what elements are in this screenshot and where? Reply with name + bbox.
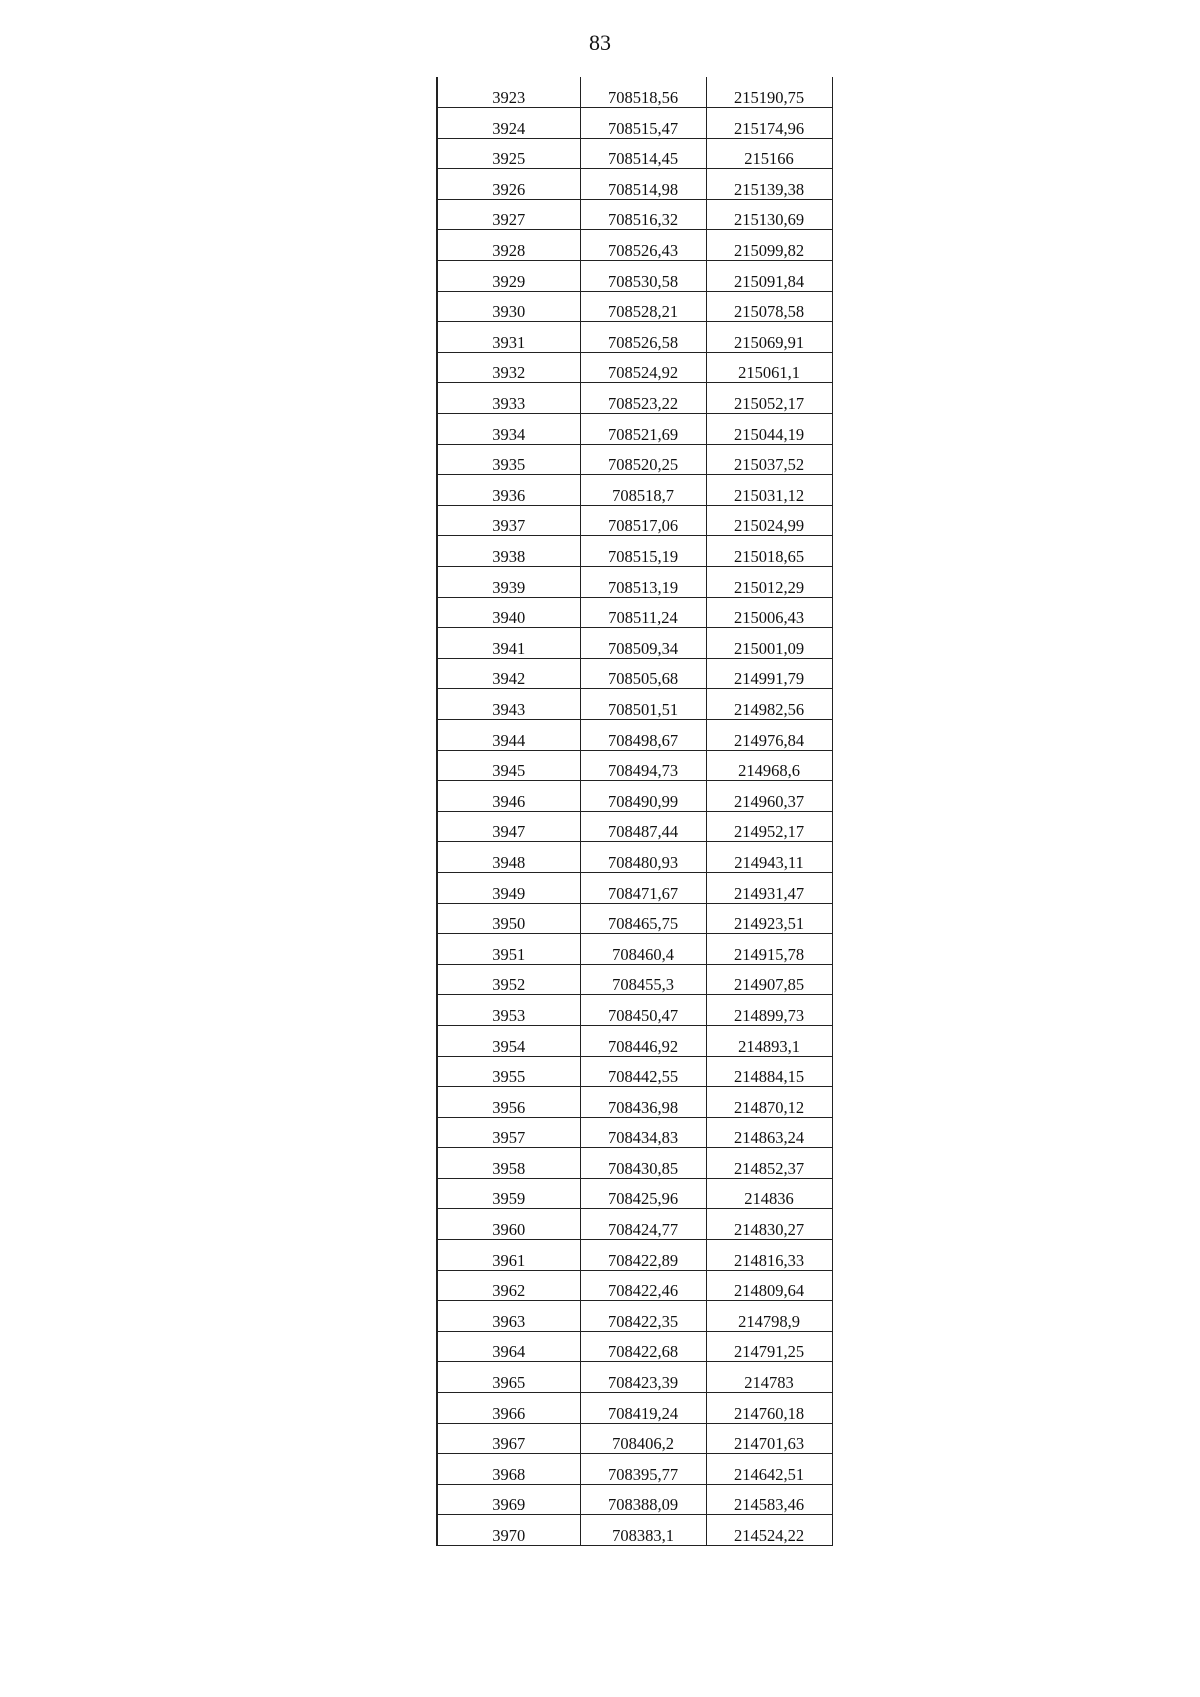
y-coordinate-cell: 214783: [706, 1362, 832, 1393]
point-number-cell: 3936: [437, 475, 580, 506]
x-coordinate-cell: 708422,68: [580, 1331, 706, 1362]
y-coordinate-cell: 215139,38: [706, 169, 832, 200]
x-coordinate-cell: 708520,25: [580, 444, 706, 475]
point-number-cell: 3969: [437, 1484, 580, 1515]
y-coordinate-cell: 215052,17: [706, 383, 832, 414]
table-row: [437, 414, 832, 445]
x-coordinate-cell: 708514,45: [580, 138, 706, 169]
y-coordinate-cell: 215099,82: [706, 230, 832, 261]
table-row: [437, 1087, 832, 1118]
table-row: [437, 1209, 832, 1240]
x-coordinate-cell: 708406,2: [580, 1423, 706, 1454]
point-number-cell: 3943: [437, 689, 580, 720]
y-coordinate-cell: 215061,1: [706, 352, 832, 383]
point-number-cell: 3952: [437, 964, 580, 995]
table-row: [437, 1025, 832, 1056]
table-row: [437, 261, 832, 292]
table-row: [437, 1423, 832, 1454]
y-coordinate-cell: 214960,37: [706, 781, 832, 812]
table-row: [437, 1240, 832, 1271]
x-coordinate-cell: 708514,98: [580, 169, 706, 200]
point-number-cell: 3940: [437, 597, 580, 628]
table-row: [437, 719, 832, 750]
table-row: [437, 903, 832, 934]
y-coordinate-cell: 215018,65: [706, 536, 832, 567]
y-coordinate-cell: 215091,84: [706, 261, 832, 292]
x-coordinate-cell: 708530,58: [580, 261, 706, 292]
x-coordinate-cell: 708383,1: [580, 1515, 706, 1546]
table-row: [437, 1117, 832, 1148]
table-row: [437, 352, 832, 383]
table-row: [437, 689, 832, 720]
y-coordinate-cell: 214863,24: [706, 1117, 832, 1148]
table-row: [437, 1393, 832, 1424]
y-coordinate-cell: 214836: [706, 1178, 832, 1209]
y-coordinate-cell: 215012,29: [706, 567, 832, 598]
x-coordinate-cell: 708515,19: [580, 536, 706, 567]
y-coordinate-cell: 214899,73: [706, 995, 832, 1026]
y-coordinate-cell: 215006,43: [706, 597, 832, 628]
point-number-cell: 3933: [437, 383, 580, 414]
point-number-cell: 3963: [437, 1301, 580, 1332]
point-number-cell: 3931: [437, 322, 580, 353]
x-coordinate-cell: 708494,73: [580, 750, 706, 781]
point-number-cell: 3949: [437, 872, 580, 903]
y-coordinate-cell: 215130,69: [706, 199, 832, 230]
table-row: [437, 475, 832, 506]
point-number-cell: 3968: [437, 1454, 580, 1485]
point-number-cell: 3927: [437, 199, 580, 230]
point-number-cell: 3962: [437, 1270, 580, 1301]
x-coordinate-cell: 708490,99: [580, 781, 706, 812]
y-coordinate-cell: 215024,99: [706, 505, 832, 536]
table-row: [437, 230, 832, 261]
table-row: [437, 628, 832, 659]
x-coordinate-cell: 708450,47: [580, 995, 706, 1026]
x-coordinate-cell: 708423,39: [580, 1362, 706, 1393]
point-number-cell: 3961: [437, 1240, 580, 1271]
y-coordinate-cell: 214701,63: [706, 1423, 832, 1454]
table-row: [437, 1148, 832, 1179]
x-coordinate-cell: 708422,89: [580, 1240, 706, 1271]
x-coordinate-cell: 708425,96: [580, 1178, 706, 1209]
y-coordinate-cell: 214583,46: [706, 1484, 832, 1515]
table-row: [437, 964, 832, 995]
x-coordinate-cell: 708511,24: [580, 597, 706, 628]
table-row: [437, 1178, 832, 1209]
point-number-cell: 3929: [437, 261, 580, 292]
x-coordinate-cell: 708509,34: [580, 628, 706, 659]
table-row: [437, 383, 832, 414]
y-coordinate-cell: 214830,27: [706, 1209, 832, 1240]
table-row: [437, 1484, 832, 1515]
point-number-cell: 3939: [437, 567, 580, 598]
y-coordinate-cell: 215166: [706, 138, 832, 169]
point-number-cell: 3942: [437, 658, 580, 689]
table-row: [437, 1301, 832, 1332]
x-coordinate-cell: 708465,75: [580, 903, 706, 934]
coordinates-table: [436, 77, 833, 1546]
point-number-cell: 3958: [437, 1148, 580, 1179]
point-number-cell: 3924: [437, 108, 580, 139]
point-number-cell: 3947: [437, 811, 580, 842]
table-row: [437, 567, 832, 598]
y-coordinate-cell: 214923,51: [706, 903, 832, 934]
x-coordinate-cell: 708516,32: [580, 199, 706, 230]
y-coordinate-cell: 214907,85: [706, 964, 832, 995]
point-number-cell: 3925: [437, 138, 580, 169]
y-coordinate-cell: 215069,91: [706, 322, 832, 353]
y-coordinate-cell: 214931,47: [706, 872, 832, 903]
point-number-cell: 3957: [437, 1117, 580, 1148]
point-number-cell: 3938: [437, 536, 580, 567]
y-coordinate-cell: 214915,78: [706, 934, 832, 965]
x-coordinate-cell: 708471,67: [580, 872, 706, 903]
table-row: [437, 597, 832, 628]
point-number-cell: 3946: [437, 781, 580, 812]
point-number-cell: 3951: [437, 934, 580, 965]
table-row: [437, 322, 832, 353]
table-row: [437, 1270, 832, 1301]
point-number-cell: 3965: [437, 1362, 580, 1393]
x-coordinate-cell: 708521,69: [580, 414, 706, 445]
y-coordinate-cell: 215190,75: [706, 77, 832, 108]
point-number-cell: 3955: [437, 1056, 580, 1087]
point-number-cell: 3956: [437, 1087, 580, 1118]
point-number-cell: 3932: [437, 352, 580, 383]
x-coordinate-cell: 708434,83: [580, 1117, 706, 1148]
y-coordinate-cell: 214852,37: [706, 1148, 832, 1179]
table-row: [437, 444, 832, 475]
x-coordinate-cell: 708524,92: [580, 352, 706, 383]
x-coordinate-cell: 708436,98: [580, 1087, 706, 1118]
point-number-cell: 3960: [437, 1209, 580, 1240]
table-row: [437, 1056, 832, 1087]
x-coordinate-cell: 708528,21: [580, 291, 706, 322]
table-row: [437, 138, 832, 169]
y-coordinate-cell: 215044,19: [706, 414, 832, 445]
y-coordinate-cell: 214952,17: [706, 811, 832, 842]
point-number-cell: 3948: [437, 842, 580, 873]
y-coordinate-cell: 215037,52: [706, 444, 832, 475]
table-row: [437, 169, 832, 200]
table-row: [437, 1362, 832, 1393]
y-coordinate-cell: 214816,33: [706, 1240, 832, 1271]
point-number-cell: 3937: [437, 505, 580, 536]
x-coordinate-cell: 708518,7: [580, 475, 706, 506]
table-row: [437, 842, 832, 873]
point-number-cell: 3941: [437, 628, 580, 659]
x-coordinate-cell: 708498,67: [580, 719, 706, 750]
point-number-cell: 3954: [437, 1025, 580, 1056]
table-row: [437, 108, 832, 139]
y-coordinate-cell: 214642,51: [706, 1454, 832, 1485]
x-coordinate-cell: 708513,19: [580, 567, 706, 598]
point-number-cell: 3950: [437, 903, 580, 934]
y-coordinate-cell: 215174,96: [706, 108, 832, 139]
table-row: [437, 1515, 832, 1546]
y-coordinate-cell: 214798,9: [706, 1301, 832, 1332]
point-number-cell: 3967: [437, 1423, 580, 1454]
table-row: [437, 934, 832, 965]
x-coordinate-cell: 708395,77: [580, 1454, 706, 1485]
y-coordinate-cell: 214943,11: [706, 842, 832, 873]
y-coordinate-cell: 214809,64: [706, 1270, 832, 1301]
table-row: [437, 750, 832, 781]
y-coordinate-cell: 214968,6: [706, 750, 832, 781]
y-coordinate-cell: 214524,22: [706, 1515, 832, 1546]
table-row: [437, 199, 832, 230]
point-number-cell: 3945: [437, 750, 580, 781]
x-coordinate-cell: 708526,58: [580, 322, 706, 353]
table-row: [437, 1331, 832, 1362]
point-number-cell: 3928: [437, 230, 580, 261]
x-coordinate-cell: 708422,46: [580, 1270, 706, 1301]
x-coordinate-cell: 708446,92: [580, 1025, 706, 1056]
y-coordinate-cell: 214991,79: [706, 658, 832, 689]
y-coordinate-cell: 214976,84: [706, 719, 832, 750]
y-coordinate-cell: 215031,12: [706, 475, 832, 506]
y-coordinate-cell: 214870,12: [706, 1087, 832, 1118]
x-coordinate-cell: 708422,35: [580, 1301, 706, 1332]
x-coordinate-cell: 708388,09: [580, 1484, 706, 1515]
table-row: [437, 536, 832, 567]
table-row: [437, 781, 832, 812]
x-coordinate-cell: 708442,55: [580, 1056, 706, 1087]
point-number-cell: 3944: [437, 719, 580, 750]
point-number-cell: 3926: [437, 169, 580, 200]
x-coordinate-cell: 708430,85: [580, 1148, 706, 1179]
y-coordinate-cell: 214982,56: [706, 689, 832, 720]
y-coordinate-cell: 214884,15: [706, 1056, 832, 1087]
x-coordinate-cell: 708515,47: [580, 108, 706, 139]
table-row: [437, 658, 832, 689]
point-number-cell: 3966: [437, 1393, 580, 1424]
x-coordinate-cell: 708517,06: [580, 505, 706, 536]
y-coordinate-cell: 214893,1: [706, 1025, 832, 1056]
y-coordinate-cell: 215001,09: [706, 628, 832, 659]
x-coordinate-cell: 708460,4: [580, 934, 706, 965]
table-row: [437, 77, 832, 108]
x-coordinate-cell: 708480,93: [580, 842, 706, 873]
point-number-cell: 3930: [437, 291, 580, 322]
table-row: [437, 872, 832, 903]
x-coordinate-cell: 708419,24: [580, 1393, 706, 1424]
x-coordinate-cell: 708518,56: [580, 77, 706, 108]
x-coordinate-cell: 708455,3: [580, 964, 706, 995]
y-coordinate-cell: 214791,25: [706, 1331, 832, 1362]
table-row: [437, 1454, 832, 1485]
table-row: [437, 505, 832, 536]
x-coordinate-cell: 708526,43: [580, 230, 706, 261]
y-coordinate-cell: 215078,58: [706, 291, 832, 322]
point-number-cell: 3934: [437, 414, 580, 445]
point-number-cell: 3923: [437, 77, 580, 108]
point-number-cell: 3970: [437, 1515, 580, 1546]
x-coordinate-cell: 708501,51: [580, 689, 706, 720]
x-coordinate-cell: 708523,22: [580, 383, 706, 414]
coordinates-table-body: [437, 77, 832, 1546]
x-coordinate-cell: 708487,44: [580, 811, 706, 842]
point-number-cell: 3935: [437, 444, 580, 475]
table-row: [437, 811, 832, 842]
x-coordinate-cell: 708505,68: [580, 658, 706, 689]
table-row: [437, 995, 832, 1026]
table-row: [437, 291, 832, 322]
point-number-cell: 3964: [437, 1331, 580, 1362]
page-number: 83: [589, 30, 611, 55]
y-coordinate-cell: 214760,18: [706, 1393, 832, 1424]
x-coordinate-cell: 708424,77: [580, 1209, 706, 1240]
point-number-cell: 3959: [437, 1178, 580, 1209]
point-number-cell: 3953: [437, 995, 580, 1026]
